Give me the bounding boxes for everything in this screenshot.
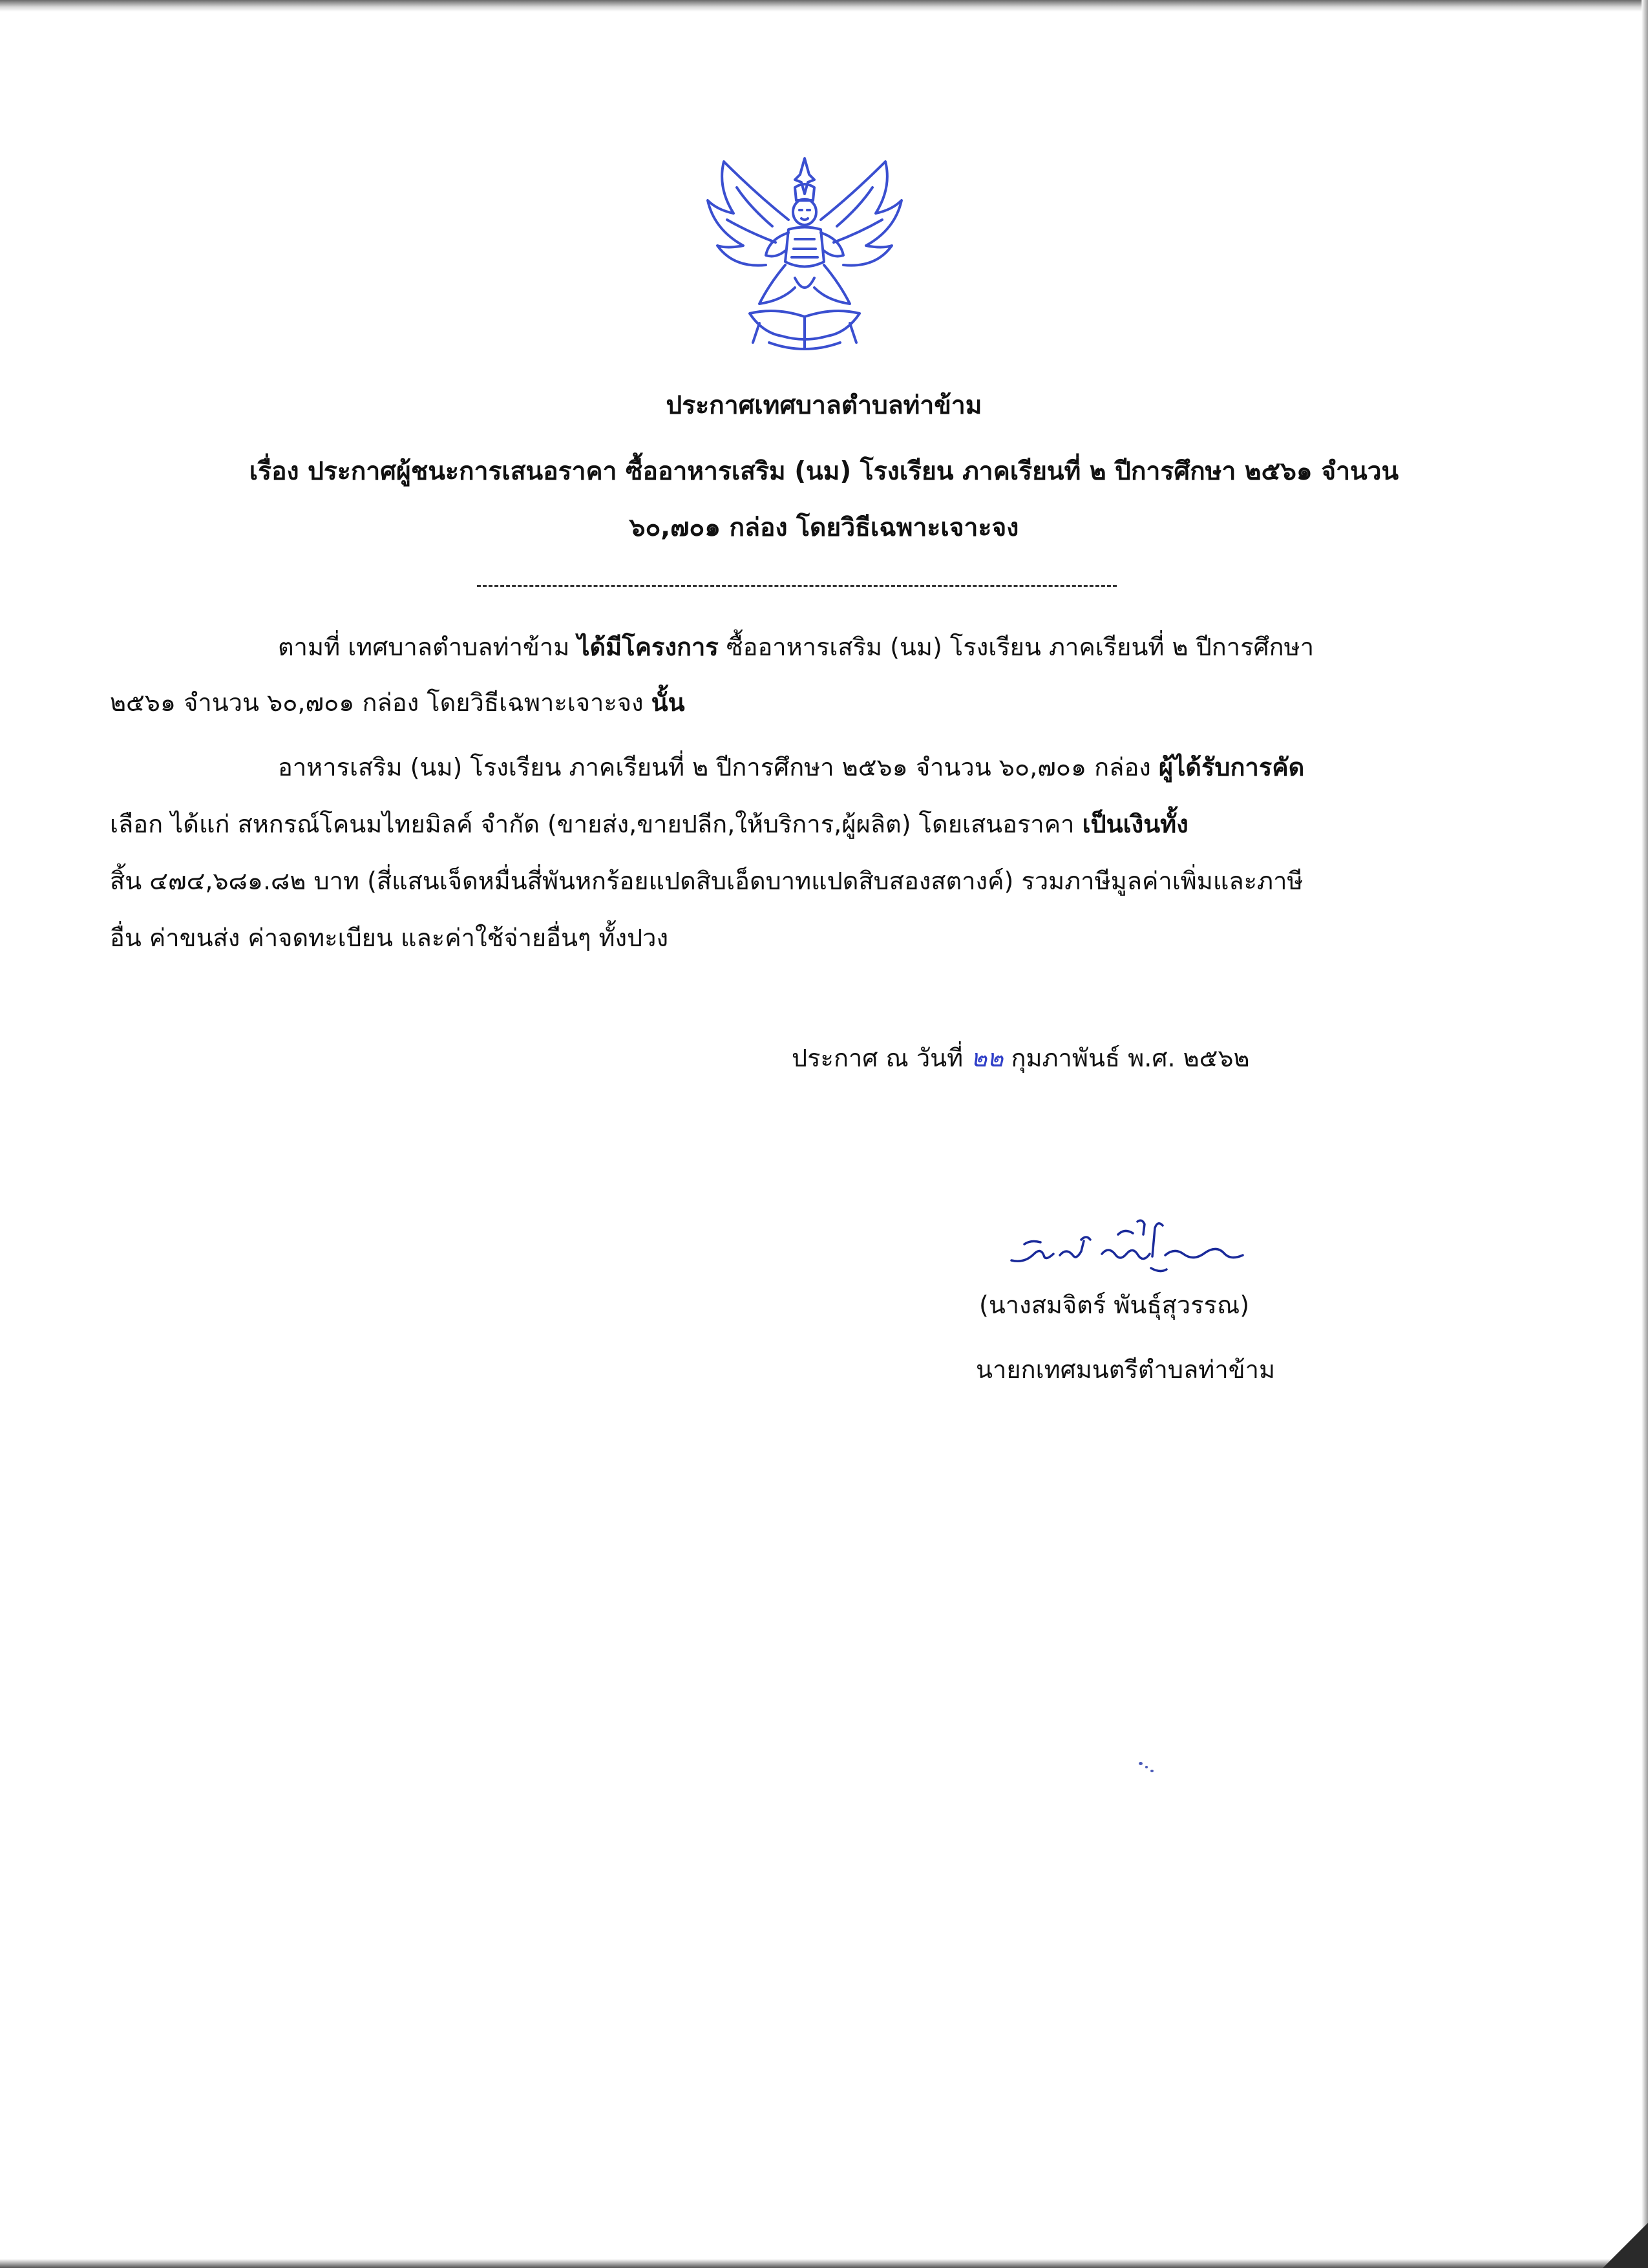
handwritten-day: ๒๒ (971, 1044, 1004, 1072)
signer-title: นายกเทศมนตรีตำบลท่าข้าม (976, 1355, 1276, 1384)
scan-edge-right (1642, 0, 1648, 2268)
text-span: ซื้ออาหารเสริม (นม) โรงเรียน ภาคเรียนที่ ๒ ปีการศึกษา (718, 633, 1315, 661)
paragraph-2-line-4: อื่น ค่าขนส่ง ค่าจดทะเบียน และค่าใช้จ่ายอื่นๆ ทั้งปวง (110, 924, 669, 952)
text-span: สหกรณ์โคนมไทยมิลค์ จำกัด (ขายส่ง,ขายปลีก,ให้บริการ,ผู้ผลิต) (237, 810, 911, 838)
text-span: ๒๕๖๑ จำนวน ๖๐,๗๐๑ กล่อง โดยวิธีเฉพาะเจาะจง (110, 688, 651, 717)
scan-speck (1139, 1762, 1143, 1765)
scan-corner (1603, 2223, 1648, 2268)
announcement-date (792, 1046, 1250, 1070)
scan-speck (1145, 1766, 1148, 1768)
signer-name: (นางสมจิตร์ พันธุ์สุวรรณ) (979, 1291, 1250, 1319)
subject-line-2: ๖๐,๗๐๑ กล่อง โดยวิธีเฉพาะเจาะจง (629, 513, 1019, 542)
scan-edge-bottom (0, 2259, 1648, 2268)
text-span-bold: นั้น (651, 688, 685, 717)
text-span: โดยเสนอราคา (911, 810, 1083, 838)
scan-edge-top (0, 0, 1648, 12)
text-span-bold: ได้มีโครงการ (577, 633, 719, 661)
paragraph-1-line-2 (110, 690, 685, 715)
date-prefix: ประกาศ ณ วันที่ (792, 1044, 971, 1072)
text-span: รวมภาษีมูลค่าเพิ่มและภาษี (1013, 867, 1304, 895)
paragraph-2-line-3 (110, 869, 1303, 893)
paragraph-1-line-1 (278, 635, 1314, 659)
text-span-bold: เป็นเงินทั้ง (1082, 810, 1188, 838)
text-span-bold: ผู้ได้รับการคัด (1158, 753, 1305, 781)
text-span: เลือก ได้แก่ (110, 810, 238, 838)
paragraph-2-line-2 (110, 812, 1188, 836)
text-span: ตามที่ เทศบาลตำบลท่าข้าม (278, 633, 578, 661)
scan-speck (1150, 1770, 1154, 1772)
announcement-title: ประกาศเทศบาลตำบลท่าข้าม (666, 391, 982, 420)
text-span: อาหารเสริม (นม) โรงเรียน ภาคเรียนที่ ๒ ปีการศึกษา ๒๕๖๑ จำนวน ๖๐,๗๐๑ กล่อง (278, 753, 1159, 781)
paragraph-2-line-1 (278, 755, 1304, 779)
date-suffix: กุมภาพันธ์ พ.ศ. ๒๕๖๒ (1003, 1044, 1250, 1072)
text-span: สิ้น ๔๗๔,๖๘๑.๘๒ บาท (สี่แสนเจ็ดหมื่นสี่พันหกร้อยแปดสิบเอ็ดบาทแปดสิบสองสตางค์) (110, 867, 1014, 895)
handwritten-signature (1005, 1209, 1251, 1280)
garuda-emblem-icon (698, 149, 911, 362)
subject-line-1: เรื่อง ประกาศผู้ชนะการเสนอราคา ซื้ออาหารเสริม (นม) โรงเรียน ภาคเรียนที่ ๒ ปีการศึกษา ๒๕๖๑ จำนวน (249, 457, 1399, 486)
section-divider (477, 585, 1117, 587)
